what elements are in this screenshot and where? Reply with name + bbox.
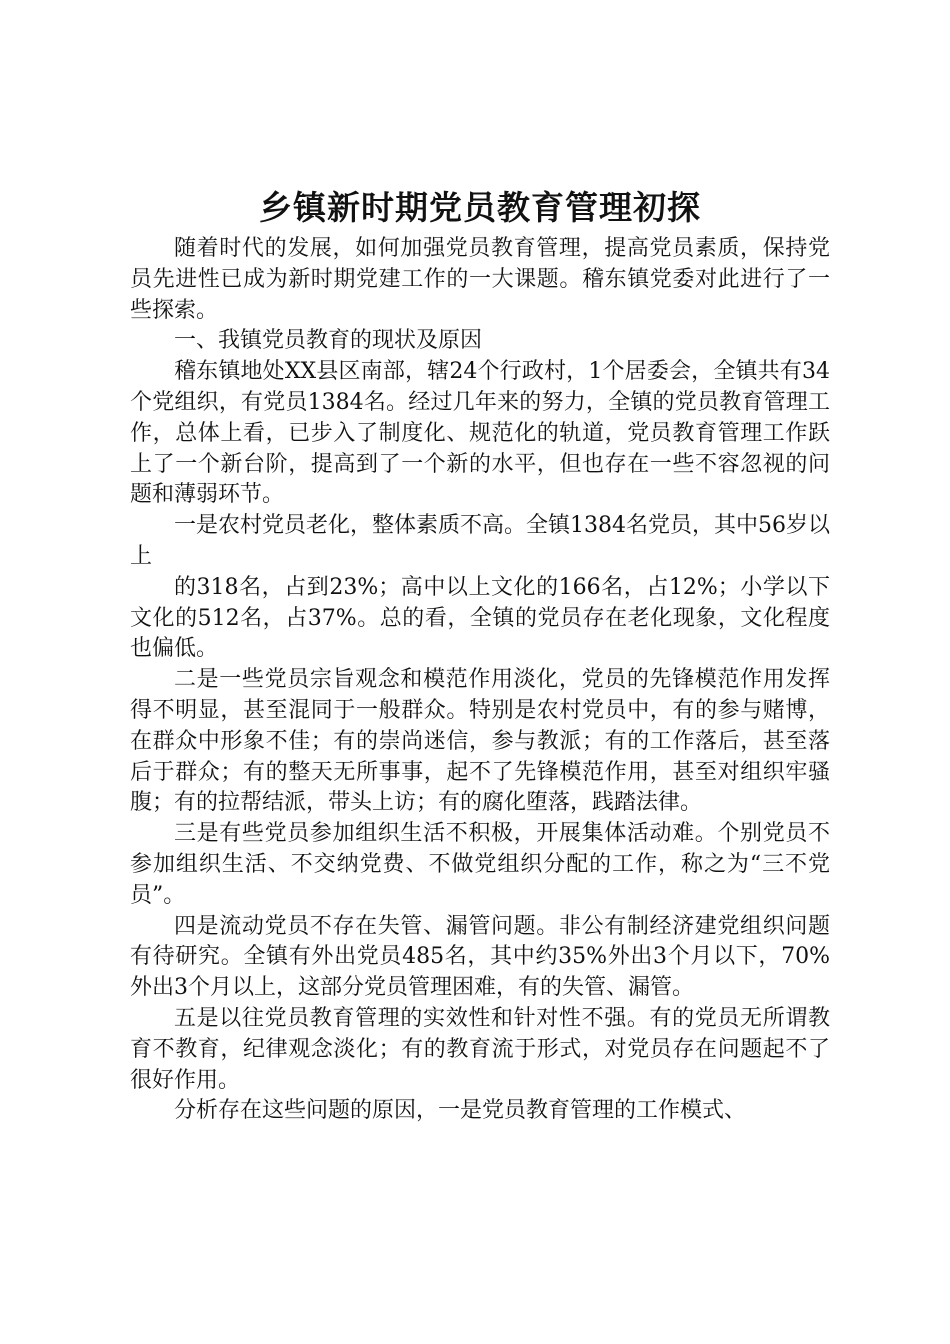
paragraph-point-1-cont: 的318名，占到23%；高中以上文化的166名，占12%；小学以下文化的512名，占37%。总的看，全镇的党员存在老化现象，文化程度也偏低。 xyxy=(130,574,830,662)
paragraph-point-1: 一是农村党员老化，整体素质不高。全镇1384名党员，其中56岁以上 xyxy=(130,513,830,569)
paragraph-analysis: 分析存在这些问题的原因，一是党员教育管理的工作模式、 xyxy=(174,1098,747,1124)
document-title: 乡镇新时期党员教育管理初探 xyxy=(259,188,701,227)
paragraph-point-3: 三是有些党员参加组织生活不积极，开展集体活动难。个别党员不参加组织生活、不交纳党费、不做党组织分配的工作，称之为“三不党员”。 xyxy=(130,821,830,908)
document-page xyxy=(130,186,830,1127)
paragraph-intro: 随着时代的发展，如何加强党员教育管理，提高党员素质，保持党员先进性已成为新时期党建工作的一大课题。稽东镇党委对此进行了一些探索。 xyxy=(130,236,830,323)
paragraph-point-5: 五是以往党员教育管理的实效性和针对性不强。有的党员无所谓教育不教育，纪律观念淡化；有的教育流于形式，对党员存在问题起不了很好作用。 xyxy=(130,1005,830,1093)
paragraph-point-4: 四是流动党员不存在失管、漏管问题。非公有制经济建党组织问题有待研究。全镇有外出党员485名，其中约35%外出3个月以下，70%外出3个月以上，这部分党员管理困难，有的失管、漏管。 xyxy=(130,913,830,1001)
paragraph-overview: 稽东镇地处XX县区南部，辖24个行政村，1个居委会，全镇共有34个党组织，有党员1384名。经过几年来的努力，全镇的党员教育管理工作，总体上看，已步入了制度化、规范化的轨道，党员教育管理工作跃上了一个新台阶，提高到了一个新的水平，但也存在一些不容忽视的问题和薄弱环节。 xyxy=(130,359,830,508)
section-heading-1: 一、我镇党员教育的现状及原因 xyxy=(174,328,483,354)
paragraph-point-2: 二是一些党员宗旨观念和模范作用淡化，党员的先锋模范作用发挥得不明显，甚至混同于一般群众。特别是农村党员中，有的参与赌博，在群众中形象不佳；有的崇尚迷信，参与教派；有的工作落后，甚至落后于群众；有的整天无所事事，起不了先锋模范作用，甚至对组织牢骚腹；有的拉帮结派，带头上访；有的腐化堕落，践踏法律。 xyxy=(130,667,830,816)
